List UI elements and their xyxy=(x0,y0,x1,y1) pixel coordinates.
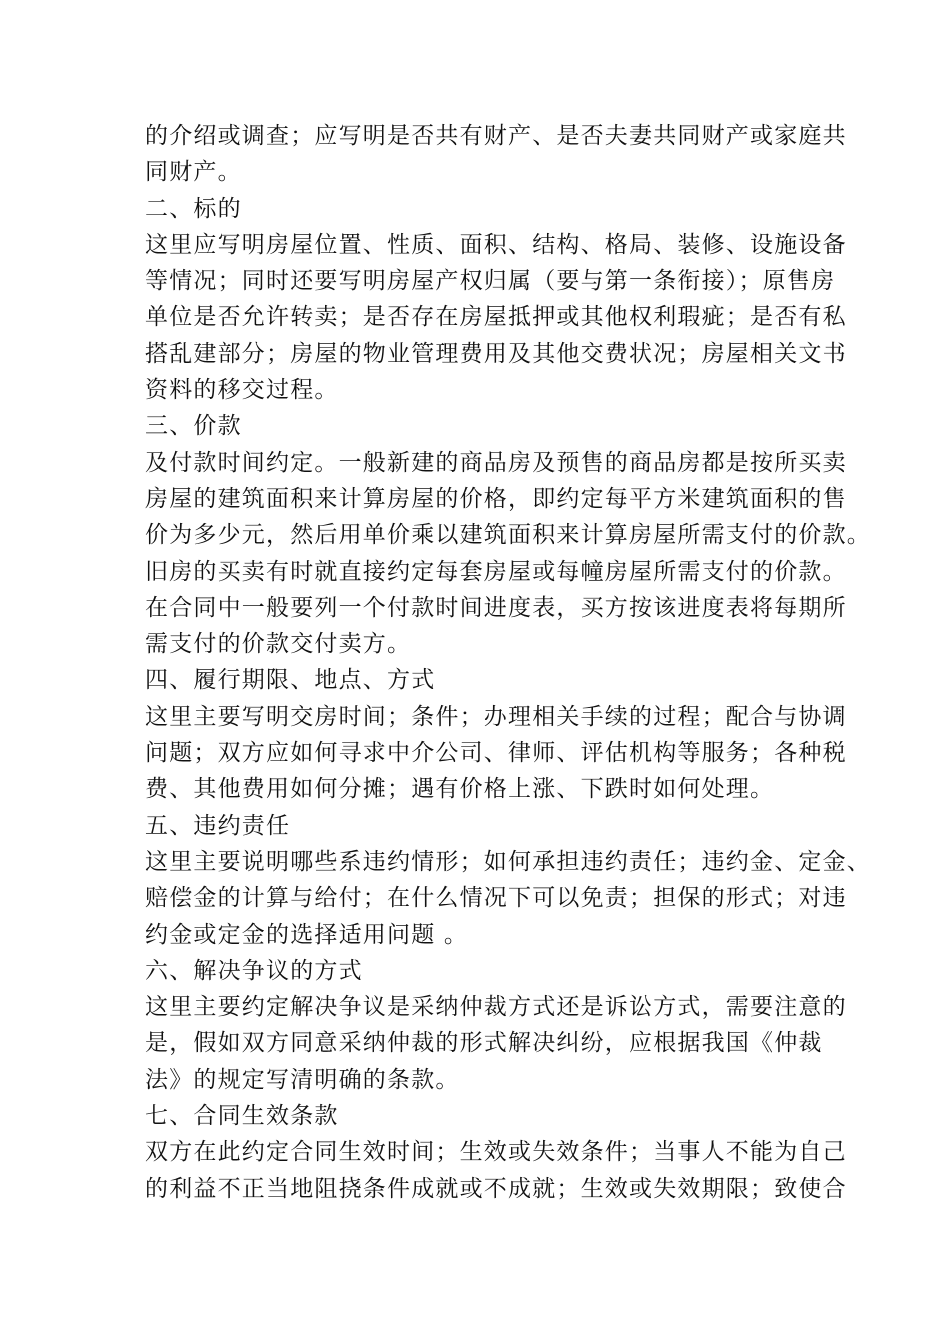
text-line: 的介绍或调查；应写明是否共有财产、是否夫妻共同财产或家庭共 xyxy=(145,123,847,149)
text-line: 赔偿金的计算与给付；在什么情况下可以免责；担保的形式；对违 xyxy=(145,885,847,912)
text-line: 这里主要约定解决争议是采纳仲裁方式还是诉讼方式，需要注意的 xyxy=(145,994,847,1021)
text-line: 问题；双方应如何寻求中介公司、律师、评估机构等服务；各种税 xyxy=(145,740,847,767)
document-body xyxy=(145,118,871,1207)
text-line: 这里应写明房屋位置、性质、面积、结构、格局、装修、设施设备 xyxy=(145,231,847,258)
text-line: 旧房的买卖有时就直接约定每套房屋或每幢房屋所需支付的价款。 xyxy=(145,558,847,585)
text-line: 的利益不正当地阻挠条件成就或不成就；生效或失效期限；致使合 xyxy=(145,1175,847,1202)
text-line: 在合同中一般要列一个付款时间进度表，买方按该进度表将每期所 xyxy=(145,594,847,621)
text-line: 是，假如双方同意采纳仲裁的形式解决纠纷，应根据我国《仲裁 xyxy=(145,1030,823,1057)
text-line: 这里主要写明交房时间；条件；办理相关手续的过程；配合与协调 xyxy=(145,703,847,730)
text-line: 需支付的价款交付卖方。 xyxy=(145,631,412,658)
text-line: 约金或定金的选择适用问题 。 xyxy=(145,921,469,948)
text-line: 同财产。 xyxy=(145,159,242,186)
text-line: 双方在此约定合同生效时间；生效或失效条件；当事人不能为自己 xyxy=(145,1139,847,1166)
section-heading-3: 三、价款 xyxy=(145,413,242,440)
section-heading-2: 二、标的 xyxy=(145,195,242,222)
text-line: 等情况；同时还要写明房屋产权归属（要与第一条衔接）；原售房 xyxy=(145,268,836,295)
text-line: 资料的移交过程。 xyxy=(145,377,339,404)
section-heading-5: 五、违约责任 xyxy=(145,812,291,839)
text-line: 房屋的建筑面积来计算房屋的价格，即约定每平方米建筑面积的售 xyxy=(145,485,847,512)
text-line: 搭乱建部分；房屋的物业管理费用及其他交费状况；房屋相关文书 xyxy=(145,340,847,367)
text-line: 费、其他费用如何分摊；遇有价格上涨、下跌时如何处理。 xyxy=(145,776,775,803)
section-heading-4: 四、履行期限、地点、方式 xyxy=(145,667,436,694)
section-heading-6: 六、解决争议的方式 xyxy=(145,957,363,984)
text-line: 这里主要说明哪些系违约情形；如何承担违约责任；违约金、定金、 xyxy=(145,848,871,875)
text-line: 单位是否允许转卖；是否存在房屋抵押或其他权利瑕疵；是否有私 xyxy=(145,304,847,331)
text-line: 及付款时间约定。一般新建的商品房及预售的商品房都是按所买卖 xyxy=(145,449,847,476)
text-line: 价为多少元，然后用单价乘以建筑面积来计算房屋所需支付的价款。 xyxy=(145,522,871,549)
section-heading-7: 七、合同生效条款 xyxy=(145,1103,339,1130)
text-line: 法》的规定写清明确的条款。 xyxy=(145,1066,460,1093)
